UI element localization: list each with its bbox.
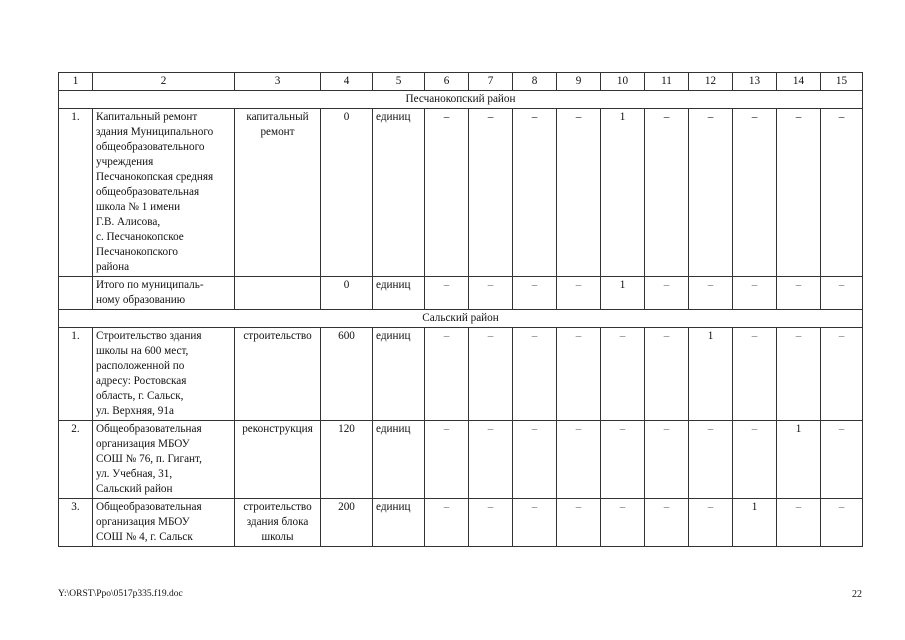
column-number-cell: 11 [645, 73, 689, 91]
column-number-cell: 10 [601, 73, 645, 91]
year-value-cell: – [777, 499, 821, 547]
table-row [59, 328, 863, 421]
year-value-cell: – [601, 499, 645, 547]
column-number-cell: 5 [373, 73, 425, 91]
year-value-cell: – [513, 499, 557, 547]
table-row [59, 109, 863, 277]
year-value-cell: – [645, 277, 689, 310]
work-type: капитальный ремонт [235, 109, 321, 277]
year-value-cell: – [645, 328, 689, 421]
year-value-cell: – [557, 109, 601, 277]
column-number-cell: 12 [689, 73, 733, 91]
year-value-cell: 1 [777, 421, 821, 499]
capacity-value: 600 [321, 328, 373, 421]
year-value-cell: – [601, 421, 645, 499]
year-value-cell: – [469, 328, 513, 421]
row-number: 2. [59, 421, 93, 499]
year-value-cell: – [689, 277, 733, 310]
region-header-row [59, 310, 863, 328]
year-value-cell: – [425, 499, 469, 547]
capacity-value: 0 [321, 109, 373, 277]
row-number: 1. [59, 109, 93, 277]
work-type: строительство [235, 328, 321, 421]
work-type [235, 277, 321, 310]
column-number-cell: 15 [821, 73, 863, 91]
year-value-cell: – [821, 328, 863, 421]
year-value-cell: – [513, 109, 557, 277]
year-value-cell: – [513, 277, 557, 310]
year-value-cell: – [689, 499, 733, 547]
year-value-cell: – [469, 499, 513, 547]
year-value-cell: – [733, 277, 777, 310]
page-number: 22 [852, 589, 862, 600]
year-value-cell: – [425, 109, 469, 277]
object-name: Общеобразовательная организация МБОУ СОШ № 76, п. Гигант, ул. Учебная, 31, Сальский район [93, 421, 235, 499]
year-value-cell: – [469, 421, 513, 499]
year-value-cell: – [733, 109, 777, 277]
year-value-cell: – [557, 421, 601, 499]
year-value-cell: – [513, 421, 557, 499]
column-number-cell: 2 [93, 73, 235, 91]
column-number-cell: 8 [513, 73, 557, 91]
row-number [59, 277, 93, 310]
year-value-cell: – [601, 328, 645, 421]
file-path-footer: Y:\ORST\Ppo\0517p335.f19.doc [58, 589, 183, 599]
year-value-cell: – [733, 328, 777, 421]
program-table [58, 72, 863, 547]
year-value-cell: – [425, 277, 469, 310]
year-value-cell: – [557, 277, 601, 310]
object-name: Общеобразовательная организация МБОУ СОШ № 4, г. Сальск [93, 499, 235, 547]
unit-label: единиц [373, 328, 425, 421]
column-number-cell: 13 [733, 73, 777, 91]
year-value-cell: 1 [601, 277, 645, 310]
object-name: Итого по муниципаль- ному образованию [93, 277, 235, 310]
year-value-cell: – [469, 277, 513, 310]
year-value-cell: – [425, 421, 469, 499]
unit-label: единиц [373, 109, 425, 277]
year-value-cell: – [645, 109, 689, 277]
year-value-cell: – [645, 499, 689, 547]
year-value-cell: – [821, 109, 863, 277]
table-row [59, 277, 863, 310]
year-value-cell: 1 [601, 109, 645, 277]
row-number: 3. [59, 499, 93, 547]
year-value-cell: – [777, 109, 821, 277]
column-number-row [59, 73, 863, 91]
unit-label: единиц [373, 421, 425, 499]
year-value-cell: – [469, 109, 513, 277]
column-number-cell: 4 [321, 73, 373, 91]
unit-label: единиц [373, 277, 425, 310]
year-value-cell: – [557, 499, 601, 547]
column-number-cell: 9 [557, 73, 601, 91]
object-name: Строительство здания школы на 600 мест, расположенной по адресу: Ростовская область, г. Сальск, ул. Верхняя, 91а [93, 328, 235, 421]
year-value-cell: – [821, 277, 863, 310]
year-value-cell: – [645, 421, 689, 499]
column-number-cell: 7 [469, 73, 513, 91]
column-number-cell: 14 [777, 73, 821, 91]
object-name: Капитальный ремонт здания Муниципального общеобразовательного учреждения Песчанокопская средняя общеобразовательная школа № 1 имени Г.В. Алисова, с. Песчанокопское Песчанокопского района [93, 109, 235, 277]
column-number-cell: 1 [59, 73, 93, 91]
year-value-cell: – [777, 328, 821, 421]
year-value-cell: – [425, 328, 469, 421]
table-body [59, 73, 863, 547]
year-value-cell: – [821, 499, 863, 547]
capacity-value: 200 [321, 499, 373, 547]
row-number: 1. [59, 328, 93, 421]
year-value-cell: – [513, 328, 557, 421]
year-value-cell: 1 [689, 328, 733, 421]
table-row [59, 421, 863, 499]
year-value-cell: – [733, 421, 777, 499]
table-row [59, 499, 863, 547]
capacity-value: 0 [321, 277, 373, 310]
year-value-cell: – [689, 421, 733, 499]
region-header-row [59, 91, 863, 109]
region-name: Сальский район [59, 310, 863, 328]
unit-label: единиц [373, 499, 425, 547]
column-number-cell: 6 [425, 73, 469, 91]
year-value-cell: – [557, 328, 601, 421]
region-name: Песчанокопский район [59, 91, 863, 109]
year-value-cell: – [821, 421, 863, 499]
year-value-cell: – [777, 277, 821, 310]
work-type: реконструкция [235, 421, 321, 499]
year-value-cell: 1 [733, 499, 777, 547]
column-number-cell: 3 [235, 73, 321, 91]
capacity-value: 120 [321, 421, 373, 499]
work-type: строительство здания блока школы [235, 499, 321, 547]
year-value-cell: – [689, 109, 733, 277]
